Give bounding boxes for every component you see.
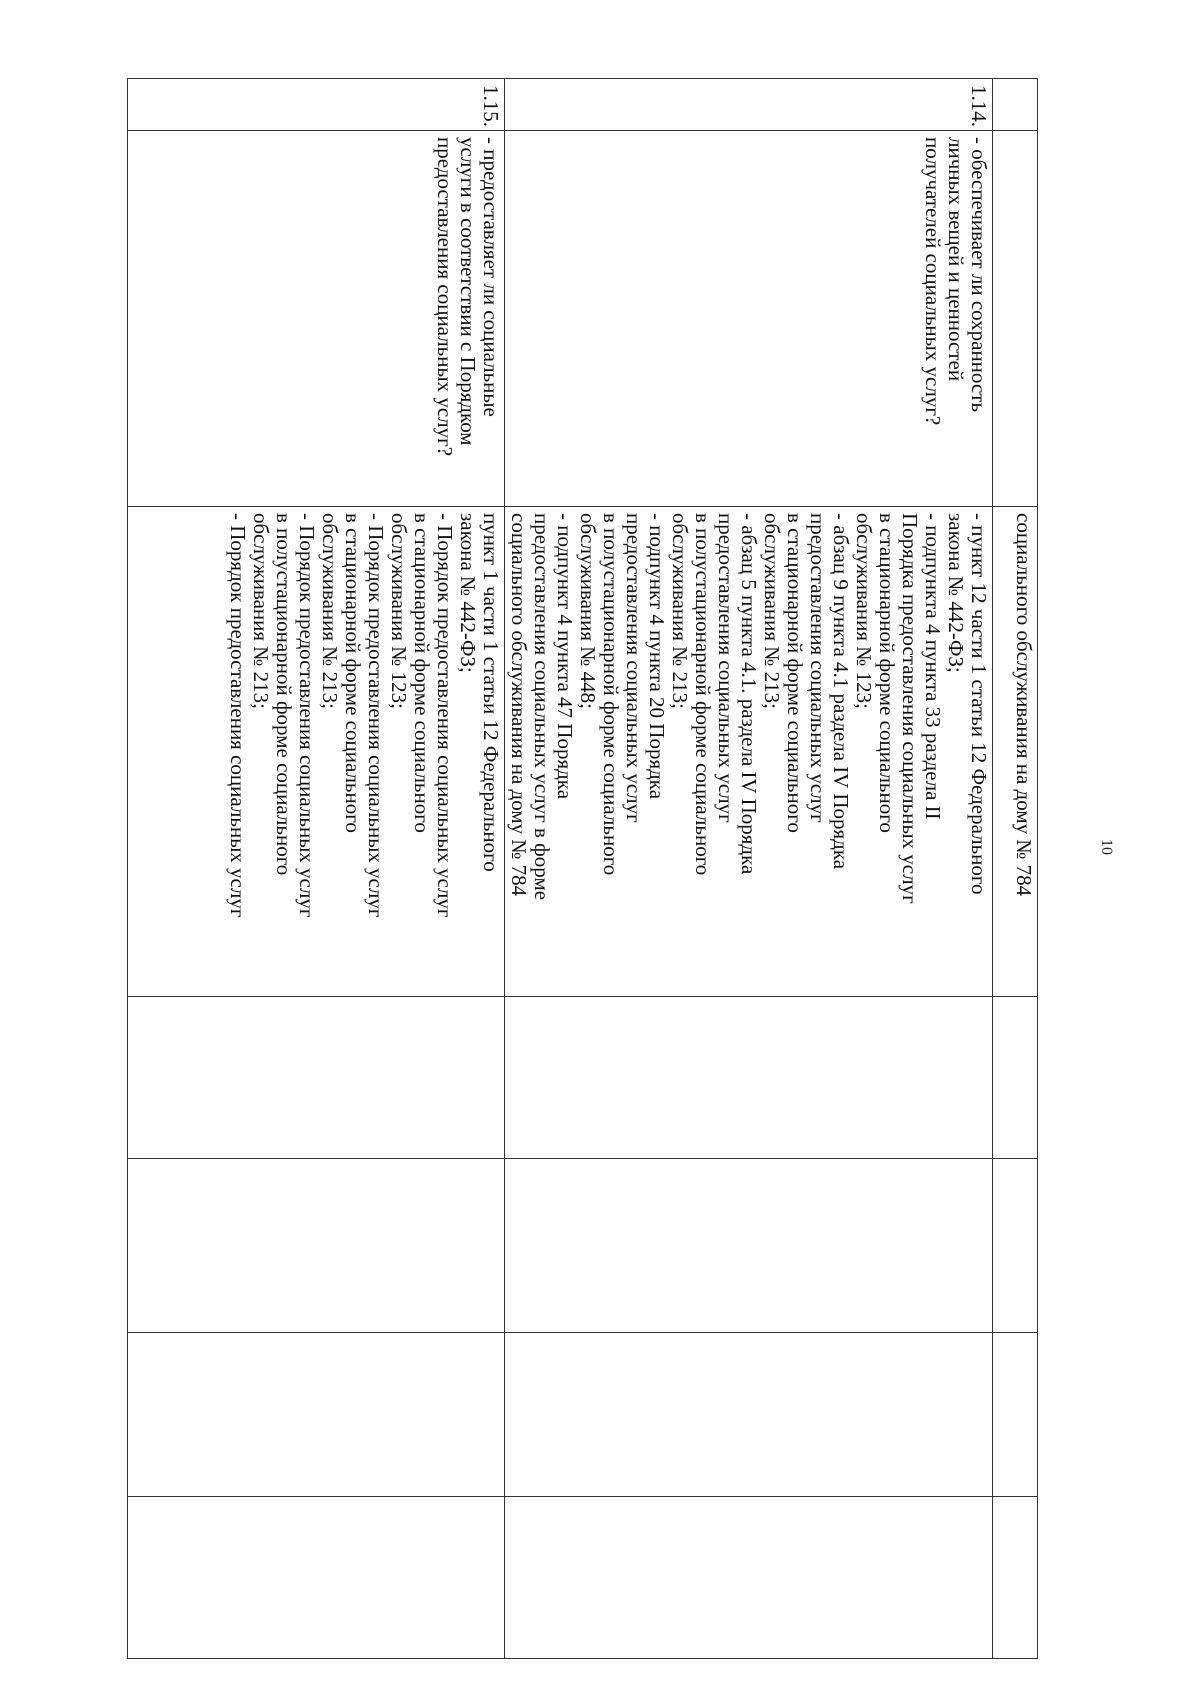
text-line: в стационарной форме социального [783,513,807,833]
text-line: обслуживания № 213; [318,513,342,709]
item-number-cell [993,79,1038,131]
note-cell [128,1497,505,1659]
text-line: - подпункт 4 пункта 20 Порядка [645,513,669,800]
text-line: обслуживания № 123; [852,513,876,709]
text-line: - абзац 5 пункта 4.1. раздела IV Порядка [737,513,761,875]
legal-references-cell [128,507,505,997]
answer-yes-cell [128,997,505,1159]
rotated-document-page [98,78,1038,1658]
text-line: - Порядок предоставления социальных услуг [433,513,457,918]
text-line: - обеспечивает ли сохранность [967,137,991,413]
question-cell [505,131,993,507]
text-line: предоставления социальных услуг [622,513,646,823]
text-line: закона № 442-ФЗ; [944,513,968,673]
text-line: - предоставляет ли социальные [479,137,503,417]
text-line: в полустационарной форме социального [691,513,715,876]
text-line: обслуживания № 213; [760,513,784,709]
table-row [128,79,505,1659]
answer-not-applicable-cell [505,1333,993,1497]
legal-references-cell [505,507,993,997]
text-line: социального обслуживания на дому № 784 [1012,513,1036,897]
answer-no-cell [505,1159,993,1333]
text-line: предоставления социальных услуг в форме [530,513,554,901]
page-number: 10 [1098,839,1115,855]
answer-yes-cell [505,997,993,1159]
question-cell [128,131,505,507]
text-line: - абзац 9 пункта 4.1 раздела IV Порядка [829,513,853,870]
answer-no-cell [993,1159,1038,1333]
text-line: Порядка предоставления социальных услуг [898,513,922,904]
text-line: - Порядок предоставления социальных услуг [364,513,388,918]
text-line: личных вещей и ценностей [944,137,968,382]
text-line: - Порядок предоставления социальных услуг [226,513,250,918]
text-line: предоставления социальных услуг [714,513,738,823]
text-line: в стационарной форме социального [341,513,365,833]
text-line: получателей социальных услуг? [921,137,945,426]
text-line: предоставления социальных услуг? [433,137,457,457]
text-line: пункт 1 части 1 статьи 12 Федерального [479,513,503,872]
text-line: обслуживания № 213; [668,513,692,709]
legal-references-cell [993,507,1038,997]
question-cell [993,131,1038,507]
answer-not-applicable-cell [993,1333,1038,1497]
text-line: - Порядок предоставления социальных услуг [295,513,319,918]
note-cell [993,1497,1038,1659]
text-line: услуги в соответствии с Порядком [456,137,480,446]
item-number-cell: 1.15. [128,79,505,131]
text-line: в полустационарной форме социального [599,513,623,876]
text-line: в полустационарной форме социального [272,513,296,876]
text-line: в стационарной форме социального [875,513,899,833]
item-number-cell: 1.14. [505,79,993,131]
text-line: предоставления социальных услуг [806,513,830,823]
text-line: - подпункт 4 пункта 47 Порядка [553,513,577,800]
text-line: закона № 442-ФЗ; [456,513,480,673]
text-line: обслуживания № 123; [387,513,411,709]
table-row [505,79,993,1659]
text-line: в стационарной форме социального [410,513,434,833]
checklist-table [127,78,1038,1659]
text-line: - пункт 12 части 1 статьи 12 Федерального [967,513,991,895]
note-cell [505,1497,993,1659]
text-line: - подпункта 4 пункта 33 раздела II [921,513,945,820]
text-line: обслуживания № 448; [576,513,600,709]
text-line: социального обслуживания на дому № 784 [507,513,531,897]
table-row [993,79,1038,1659]
answer-no-cell [128,1159,505,1333]
answer-yes-cell [993,997,1038,1159]
answer-not-applicable-cell [128,1333,505,1497]
text-line: обслуживания № 213; [249,513,273,709]
